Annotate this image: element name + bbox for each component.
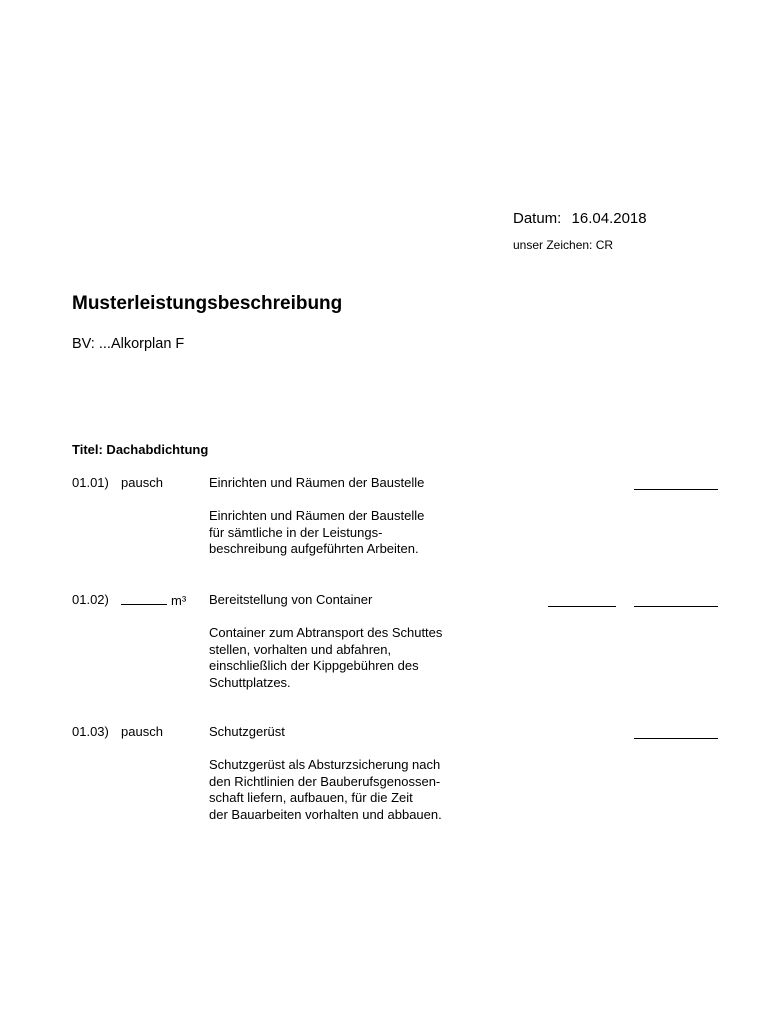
position-number: 01.02) [72,592,109,607]
description-line: einschließlich der Kippgebühren des [209,658,419,673]
section-title: Titel: Dachabdichtung [72,442,209,457]
position-number: 01.03) [72,724,109,739]
position-heading: Schutzgerüst [209,724,285,739]
position-quantity-field [121,592,186,608]
description-line: der Bauarbeiten vorhalten und abbauen. [209,806,442,822]
unit-price-line [548,606,616,607]
description-line: Container zum Abtransport des Schuttes [209,625,443,640]
date-line [513,210,647,227]
position-quantity: pausch [121,475,163,490]
position-heading: Einrichten und Räumen der Baustelle [209,475,425,490]
position-heading: Bereitstellung von Container [209,592,373,607]
description-line: Schuttplatzes. [209,674,291,690]
position-description [209,508,424,558]
position-description [209,625,442,691]
total-price-line [634,489,718,490]
description-line: Einrichten und Räumen der Baustelle [209,508,425,523]
description-line: den Richtlinien der Bauberufsgenossen- [209,773,441,789]
position-description [209,757,442,823]
description-line: Schutzgerüst als Absturzsicherung nach [209,757,441,772]
position-number: 01.01) [72,475,109,490]
position-quantity: pausch [121,724,163,739]
construction-project: BV: ...Alkorplan F [72,336,185,352]
document-title: Musterleistungsbeschreibung [72,293,343,314]
date-value: 16.04.2018 [571,210,647,227]
description-line: stellen, vorhalten und abfahren, [209,641,392,657]
date-label: Datum: [513,210,562,227]
description-line: schaft liefern, aufbauen, für die Zeit [209,790,413,805]
quantity-blank-line [121,592,167,605]
total-price-line [634,606,718,607]
position-unit: m³ [171,593,187,608]
reference-sign: unser Zeichen: CR [513,238,614,252]
total-price-line [634,738,718,739]
description-line: für sämtliche in der Leistungs- [209,524,383,540]
description-line: beschreibung aufgeführten Arbeiten. [209,541,419,556]
